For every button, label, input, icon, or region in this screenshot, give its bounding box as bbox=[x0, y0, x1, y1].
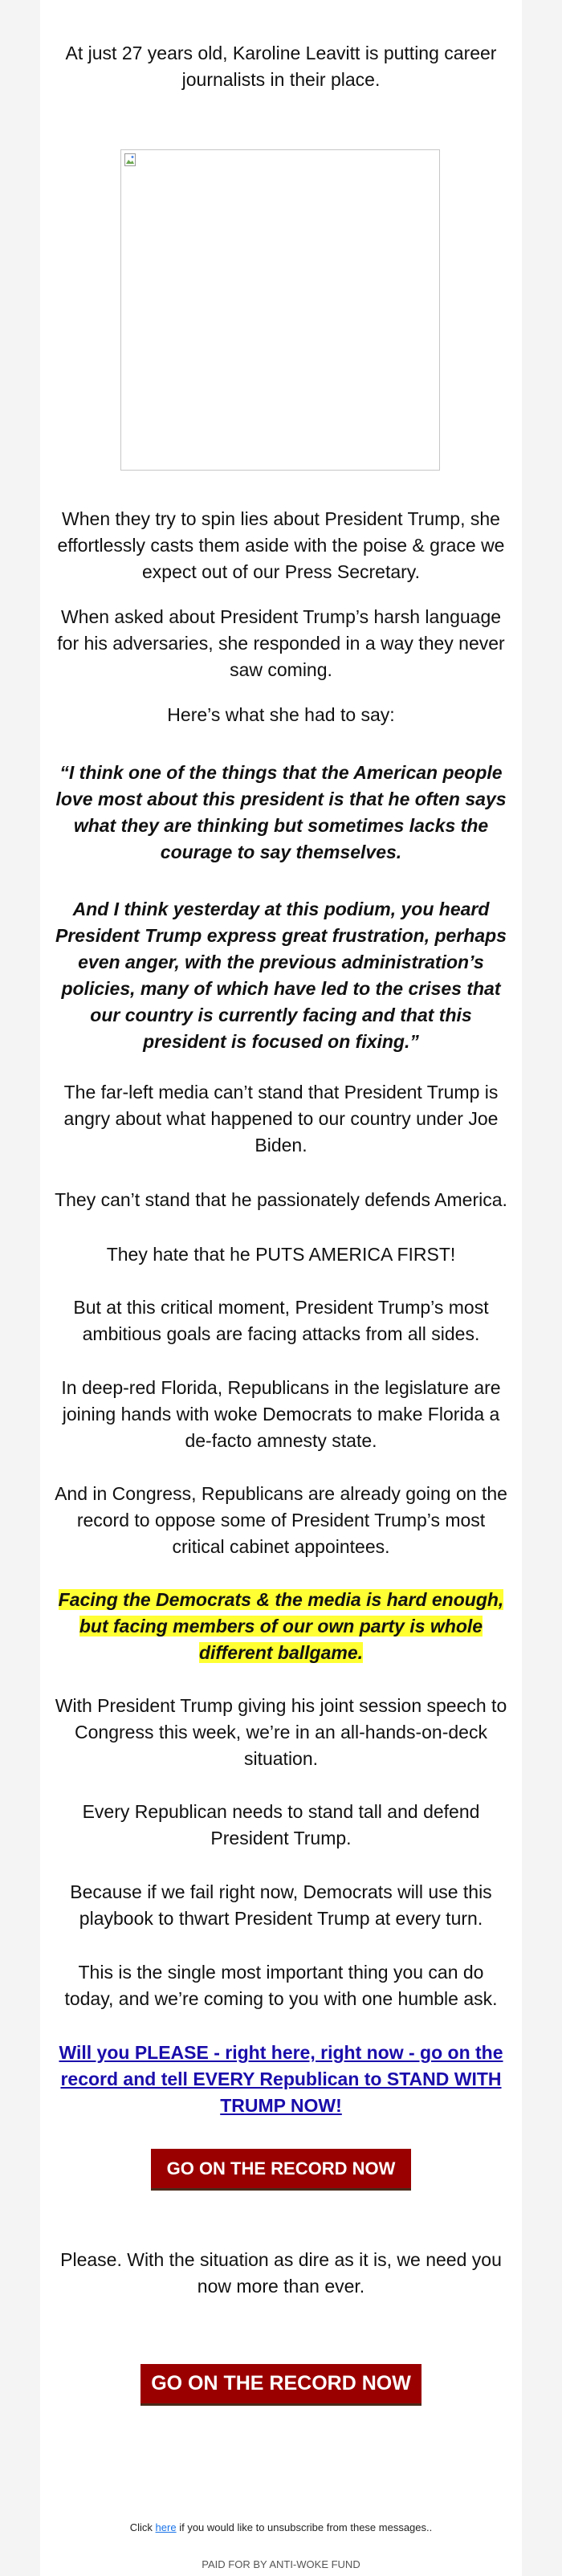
body-paragraph: And in Congress, Republicans are already going on the record to oppose some of President Trump’s most critical cabinet appointees. bbox=[55, 1483, 507, 1557]
body-paragraph: They can’t stand that he passionately defends America. bbox=[55, 1189, 507, 1210]
quote-paragraph: And I think yesterday at this podium, you heard President Trump express great frustration, perhaps even anger, with the previous administration’s policies, many of which have led to the crises that our country is currently facing and that this president is focused on fixing.” bbox=[55, 899, 507, 1052]
quote-paragraph: “I think one of the things that the American people love most about this president is that he often says what they are thinking but sometimes lacks the courage to say themselves. bbox=[55, 762, 507, 862]
highlight-paragraph bbox=[55, 1587, 507, 1666]
broken-image-icon bbox=[124, 153, 136, 166]
paid-for-by: PAID FOR BY ANTI-WOKE FUND bbox=[202, 2558, 360, 2570]
body-paragraph: In deep-red Florida, Republicans in the legislature are joining hands with woke Democrats to make Florida a de-facto amnesty state. bbox=[61, 1377, 501, 1451]
cta-link[interactable]: Will you PLEASE - right here, right now - go on the record and tell EVERY Republican to STAND WITH TRUMP NOW! bbox=[59, 2042, 503, 2116]
unsubscribe-link[interactable]: here bbox=[155, 2521, 177, 2533]
body-paragraph: Please. With the situation as dire as it is, we need you now more than ever. bbox=[60, 2249, 502, 2297]
body-paragraph: Because if we fail right now, Democrats will use this playbook to thwart President Trump at every turn. bbox=[70, 1881, 492, 1929]
body-paragraph: Every Republican needs to stand tall and defend President Trump. bbox=[82, 1801, 480, 1848]
intro-paragraph: At just 27 years old, Karoline Leavitt is putting career journalists in their place. bbox=[65, 43, 497, 90]
unsubscribe-line bbox=[40, 2521, 522, 2533]
body-paragraph: They hate that he PUTS AMERICA FIRST! bbox=[106, 1244, 456, 1265]
body-paragraph: Here’s what she had to say: bbox=[167, 704, 395, 725]
cta-paragraph bbox=[55, 2040, 507, 2119]
email-body bbox=[40, 0, 522, 2576]
unsubscribe-suffix: if you would like to unsubscribe from these messages.. bbox=[179, 2521, 433, 2533]
hero-image bbox=[120, 149, 440, 471]
go-on-record-button-2[interactable]: GO ON THE RECORD NOW bbox=[140, 2364, 422, 2406]
body-paragraph: When asked about President Trump’s harsh language for his adversaries, she responded in a way they never saw coming. bbox=[57, 606, 505, 680]
highlighted-text: Facing the Democrats & the media is hard enough, but facing members of our own party is whole different ballgame. bbox=[58, 1589, 504, 1663]
body-paragraph: The far-left media can’t stand that President Trump is angry about what happened to our country under Joe Biden. bbox=[63, 1082, 499, 1156]
body-paragraph: But at this critical moment, President Trump’s most ambitious goals are facing attacks from all sides. bbox=[73, 1297, 489, 1344]
body-paragraph: When they try to spin lies about President Trump, she effortlessly casts them aside with the poise & grace we expect out of our Press Secretary. bbox=[57, 508, 505, 582]
go-on-record-button[interactable]: GO ON THE RECORD NOW bbox=[151, 2149, 411, 2191]
body-paragraph: This is the single most important thing you can do today, and we’re coming to you with one humble ask. bbox=[64, 1962, 498, 2009]
unsubscribe-prefix: Click bbox=[129, 2521, 153, 2533]
body-paragraph: With President Trump giving his joint session speech to Congress this week, we’re in an all-hands-on-deck situation. bbox=[55, 1695, 507, 1769]
